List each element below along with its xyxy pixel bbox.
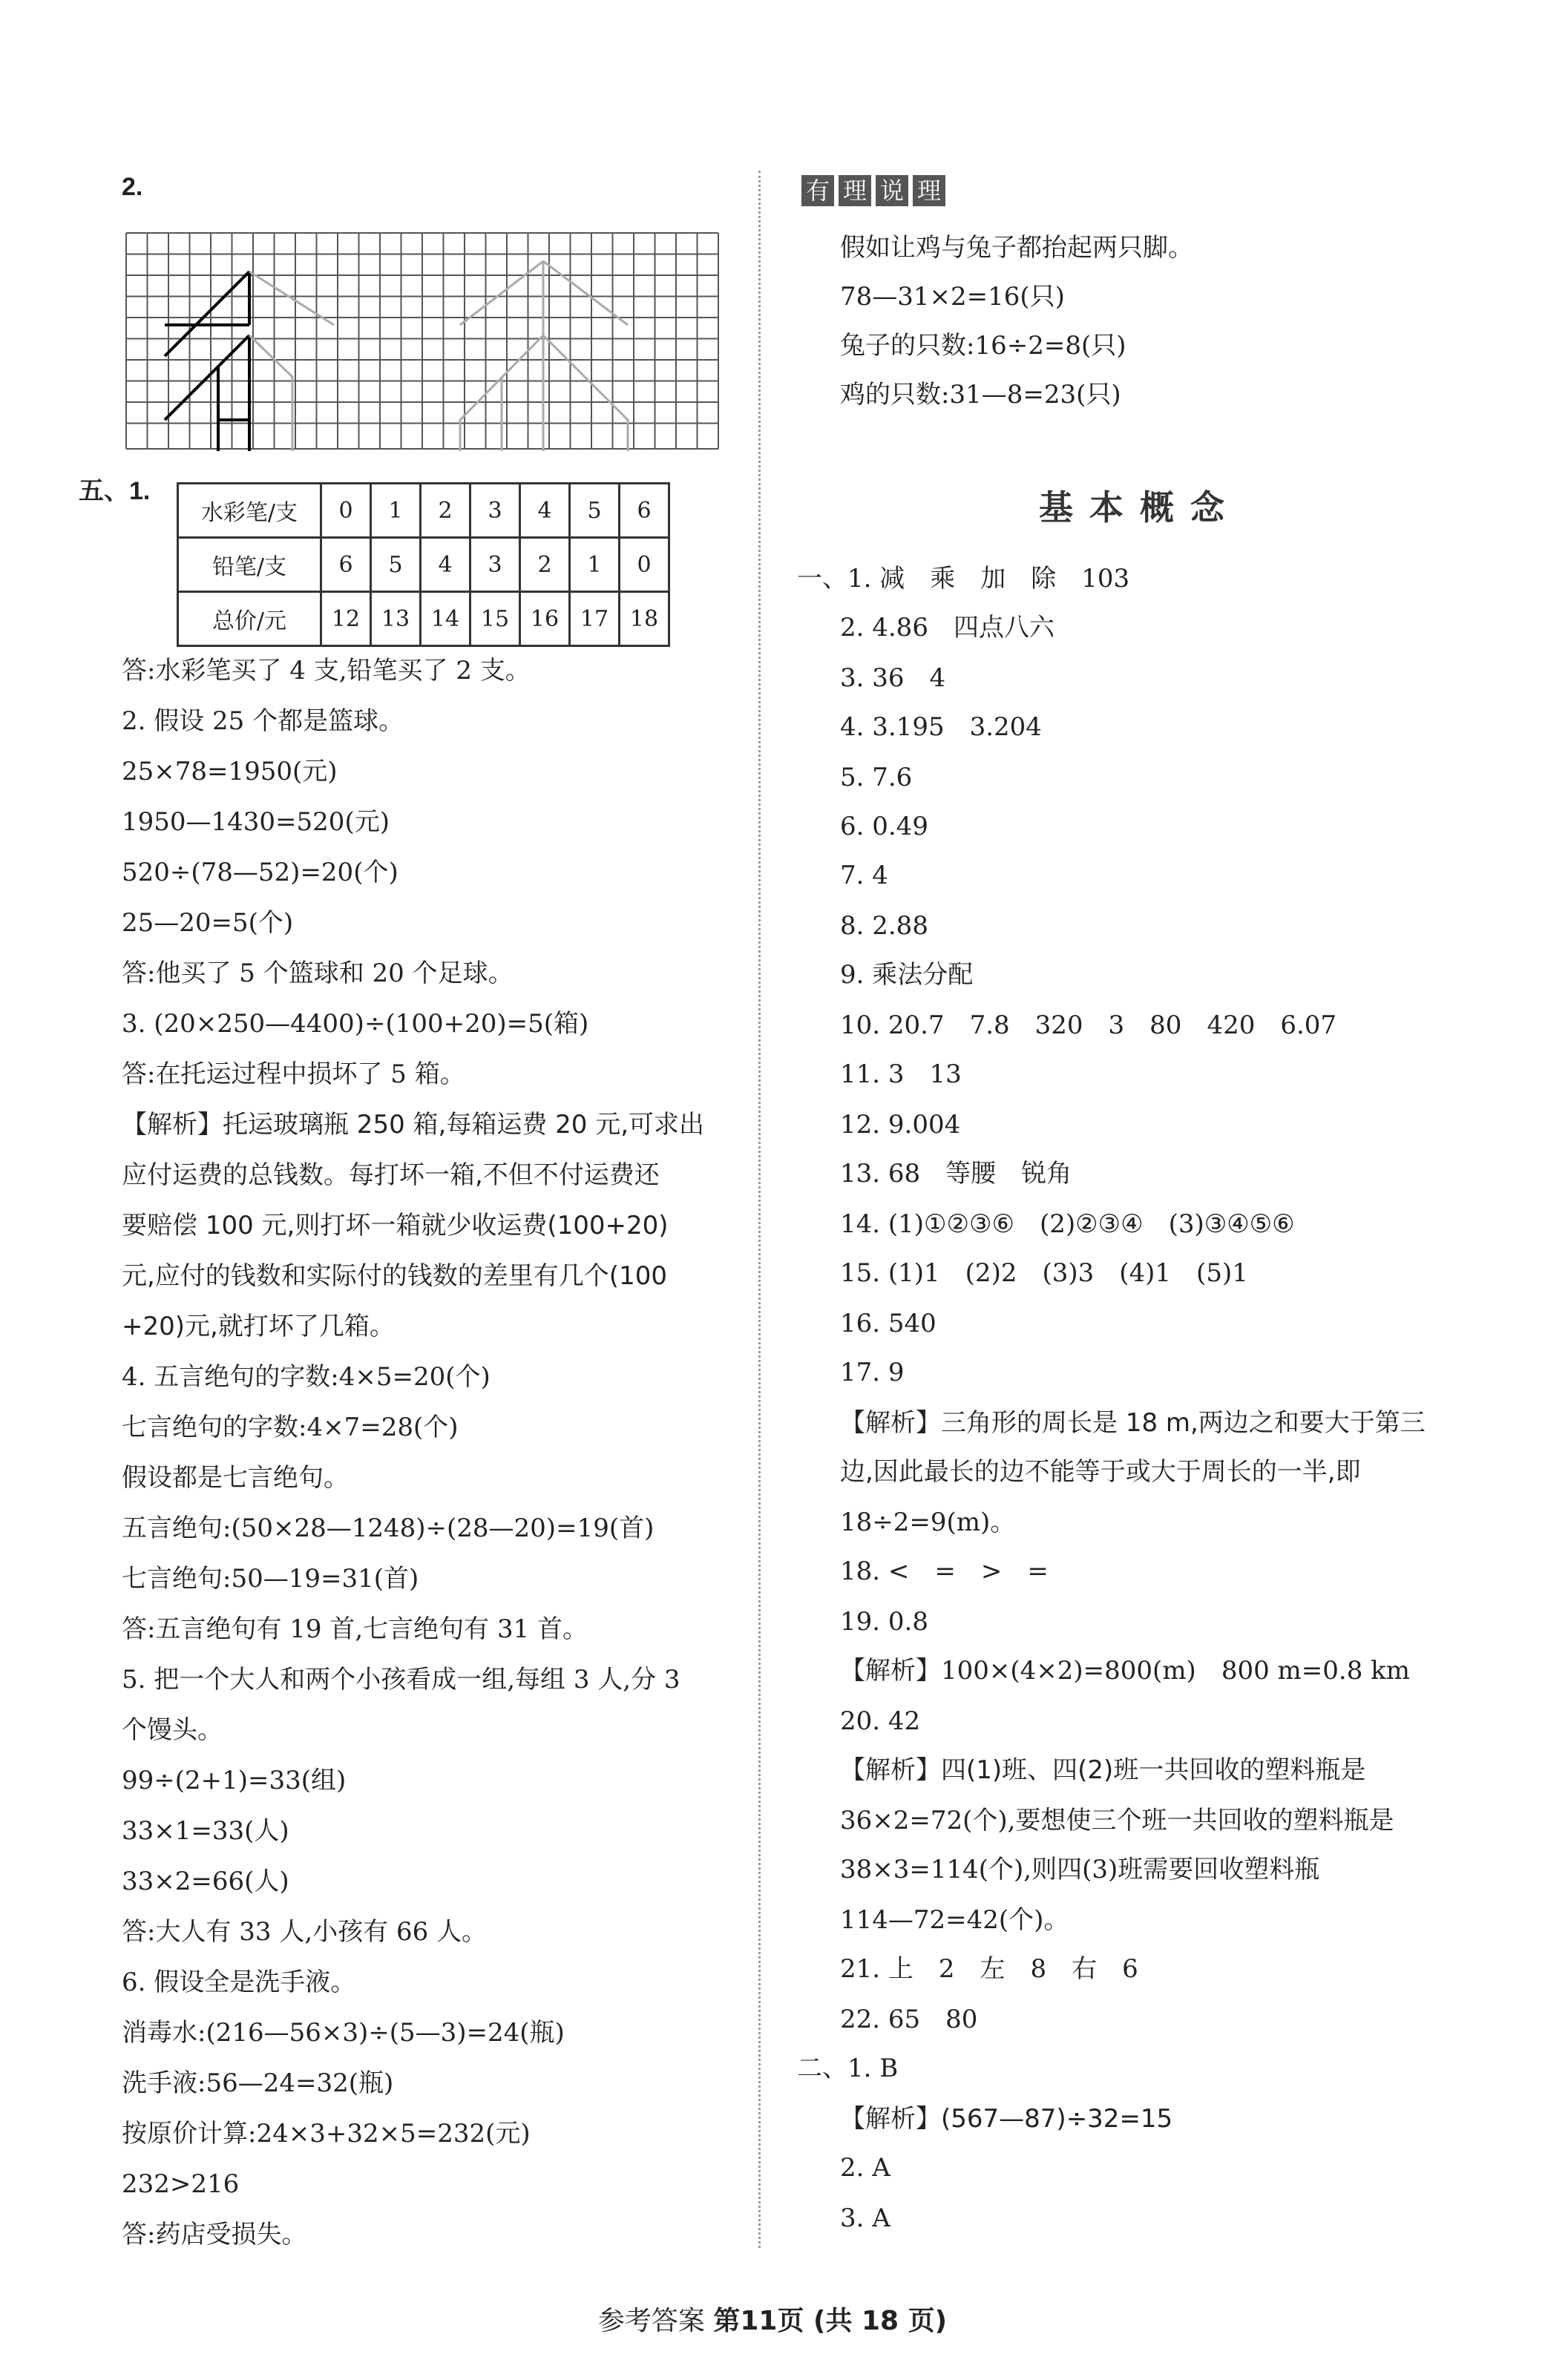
analysis-line: 要赔偿 100 元,则打坏一箱就少收运费(100+20) [122, 1211, 669, 1240]
answer-line: 一、1. 减 乘 加 除 103 [797, 564, 1130, 594]
analysis-line: 应付运费的总钱数。每打坏一箱,不但不付运费还 [122, 1160, 660, 1190]
answer-line: 答:他买了 5 个篮球和 20 个足球。 [122, 959, 514, 988]
answer-line: 答:五言绝句有 19 首,七言绝句有 31 首。 [122, 1614, 588, 1644]
answer-line: 按原价计算:24×3+32×5=232(元) [122, 2119, 531, 2149]
answer-line: 5. 7.6 [840, 763, 913, 792]
table-row [178, 484, 669, 538]
answer-line: 12. 9.004 [840, 1110, 961, 1140]
table-cell: 5 [570, 484, 620, 538]
answer-line: 18. < = > = [840, 1556, 1049, 1586]
answer-line: 答:大人有 33 人,小孩有 66 人。 [122, 1917, 488, 1947]
question-5-label: 五、1. [79, 477, 151, 505]
answer-line: 6. 0.49 [840, 812, 928, 841]
answer-line: 21. 上 2 左 8 右 6 [840, 1954, 1138, 1984]
question-2-label: 2. [122, 173, 143, 201]
answer-line: 兔子的只数:16÷2=8(只) [840, 331, 1126, 361]
analysis-line: 【解析】三角形的周长是 18 m,两边之和要大于第三 [840, 1408, 1426, 1438]
answer-line: 17. 9 [840, 1358, 905, 1387]
answer-line: 鸡的只数:31—8=23(只) [840, 380, 1121, 410]
answer-line: 2. A [840, 2153, 890, 2183]
answer-line: 消毒水:(216—56×3)÷(5—3)=24(瓶) [122, 2018, 565, 2048]
analysis-line: 18÷2=9(m)。 [840, 1508, 1016, 1537]
answer-line: 15. (1)1 (2)2 (3)3 (4)1 (5)1 [840, 1258, 1248, 1288]
answer-line: 520÷(78—52)=20(个) [122, 858, 398, 887]
answer-line: 7. 4 [840, 861, 888, 890]
answer-line: 3. 36 4 [840, 663, 946, 693]
answer-line: 10. 20.7 7.8 320 3 80 420 6.07 [840, 1010, 1337, 1040]
answer-line: 22. 65 80 [840, 2005, 978, 2034]
table-cell: 5 [371, 538, 421, 592]
table-cell: 0 [321, 484, 371, 538]
table-cell: 17 [570, 592, 620, 646]
table-cell: 0 [620, 538, 669, 592]
table-cell: 2 [520, 538, 570, 592]
answer-line: 假如让鸡与兔子都抬起两只脚。 [840, 233, 1193, 263]
answer-line: 99÷(2+1)=33(组) [122, 1766, 347, 1795]
answer-line: 答:在托运过程中损坏了 5 箱。 [122, 1059, 465, 1089]
table-row-header: 水彩笔/支 [178, 484, 321, 538]
footer-prefix: 参考答案 [597, 2306, 705, 2336]
answer-line: 个馒头。 [122, 1715, 223, 1745]
answer-line: 13. 68 等腰 锐角 [840, 1159, 1072, 1189]
answer-line: 9. 乘法分配 [840, 960, 974, 990]
table-cell: 15 [470, 592, 520, 646]
answer-line: 33×1=33(人) [122, 1816, 289, 1846]
table-cell: 4 [520, 484, 570, 538]
answer-line: 1950—1430=520(元) [122, 807, 390, 837]
answer-line: 6. 假设全是洗手液。 [122, 1968, 356, 1997]
table-cell: 4 [421, 538, 470, 592]
tag-char: 理 [913, 175, 945, 206]
table-cell: 2 [421, 484, 470, 538]
table-row-header: 总价/元 [178, 592, 321, 646]
grid-drawing [125, 231, 726, 456]
answer-line: 25—20=5(个) [122, 908, 294, 938]
answer-line: 25×78=1950(元) [122, 757, 338, 786]
table-cell: 18 [620, 592, 669, 646]
table-cell: 13 [371, 592, 421, 646]
analysis-line: 元,应付的钱数和实际付的钱数的差里有几个(100 [122, 1261, 667, 1291]
original-figure [165, 272, 249, 451]
answer-line: 2. 4.86 四点八六 [840, 613, 1054, 642]
table-cell: 1 [570, 538, 620, 592]
tag-char: 说 [876, 175, 908, 206]
answer-line: 答:水彩笔买了 4 支,铅笔买了 2 支。 [122, 656, 531, 686]
answer-line: 4. 3.195 3.204 [840, 712, 1042, 742]
table-cell: 3 [470, 484, 520, 538]
analysis-line: 【解析】四(1)班、四(2)班一共回收的塑料瓶是 [840, 1755, 1366, 1785]
table-row [178, 538, 669, 592]
analysis-line: +20)元,就打坏了几箱。 [122, 1312, 395, 1341]
tag-char: 理 [839, 175, 871, 206]
analysis-line: 【解析】托运玻璃瓶 250 箱,每箱运费 20 元,可求出 [122, 1110, 705, 1140]
page-footer [0, 2300, 1545, 2338]
answer-line: 232>216 [122, 2169, 240, 2199]
answer-line: 七言绝句:50—19=31(首) [122, 1564, 419, 1594]
answer-line: 假设都是七言绝句。 [122, 1463, 349, 1493]
table-cell: 6 [321, 538, 371, 592]
answer-line: 19. 0.8 [840, 1607, 928, 1637]
answer-line: 4. 五言绝句的字数:4×5=20(个) [122, 1362, 491, 1392]
table-cell: 6 [620, 484, 669, 538]
analysis-line: 【解析】100×(4×2)=800(m) 800 m=0.8 km [840, 1656, 1410, 1686]
column-divider [758, 171, 761, 2248]
analysis-line: 边,因此最长的边不能等于或大于周长的一半,即 [840, 1457, 1361, 1487]
table-row [178, 592, 669, 646]
answer-line: 答:药店受损失。 [122, 2220, 307, 2249]
table-cell: 3 [470, 538, 520, 592]
answer-line: 14. (1)①②③⑥ (2)②③④ (3)③④⑤⑥ [840, 1209, 1295, 1239]
table-cell: 12 [321, 592, 371, 646]
analysis-line: 114—72=42(个)。 [840, 1905, 1069, 1935]
table-cell: 16 [520, 592, 570, 646]
table-cell: 14 [421, 592, 470, 646]
answer-line: 五言绝句:(50×28—1248)÷(28—20)=19(首) [122, 1513, 655, 1543]
page-number: 第11页 (共 18 页) [713, 2306, 948, 2336]
price-table [177, 482, 670, 647]
table-row-header: 铅笔/支 [178, 538, 321, 592]
answer-line: 2. 假设 25 个都是篮球。 [122, 706, 404, 736]
answer-line: 3. (20×250—4400)÷(100+20)=5(箱) [122, 1009, 589, 1039]
answer-line: 8. 2.88 [840, 911, 928, 941]
analysis-line: 36×2=72(个),要想使三个班一共回收的塑料瓶是 [840, 1806, 1394, 1835]
grid-svg [125, 231, 726, 453]
answer-line: 七言绝句的字数:4×7=28(个) [122, 1413, 459, 1442]
section-title: 基本概念 [1039, 487, 1241, 527]
answer-line: 11. 3 13 [840, 1059, 962, 1089]
analysis-line: 【解析】(567—87)÷32=15 [840, 2104, 1173, 2134]
answer-line: 78—31×2=16(只) [840, 282, 1065, 312]
answer-line: 3. A [840, 2203, 890, 2233]
answer-line: 16. 540 [840, 1309, 936, 1338]
answer-line: 5. 把一个大人和两个小孩看成一组,每组 3 人,分 3 [122, 1665, 680, 1694]
answer-line: 二、1. B [797, 2054, 899, 2083]
answer-line: 洗手液:56—24=32(瓶) [122, 2068, 394, 2098]
answer-line: 20. 42 [840, 1706, 921, 1736]
table-cell: 1 [371, 484, 421, 538]
tag-char: 有 [801, 175, 834, 206]
answer-line: 33×2=66(人) [122, 1867, 289, 1896]
analysis-line: 38×3=114(个),则四(3)班需要回收塑料瓶 [840, 1855, 1320, 1884]
reasoning-tag [801, 175, 945, 206]
